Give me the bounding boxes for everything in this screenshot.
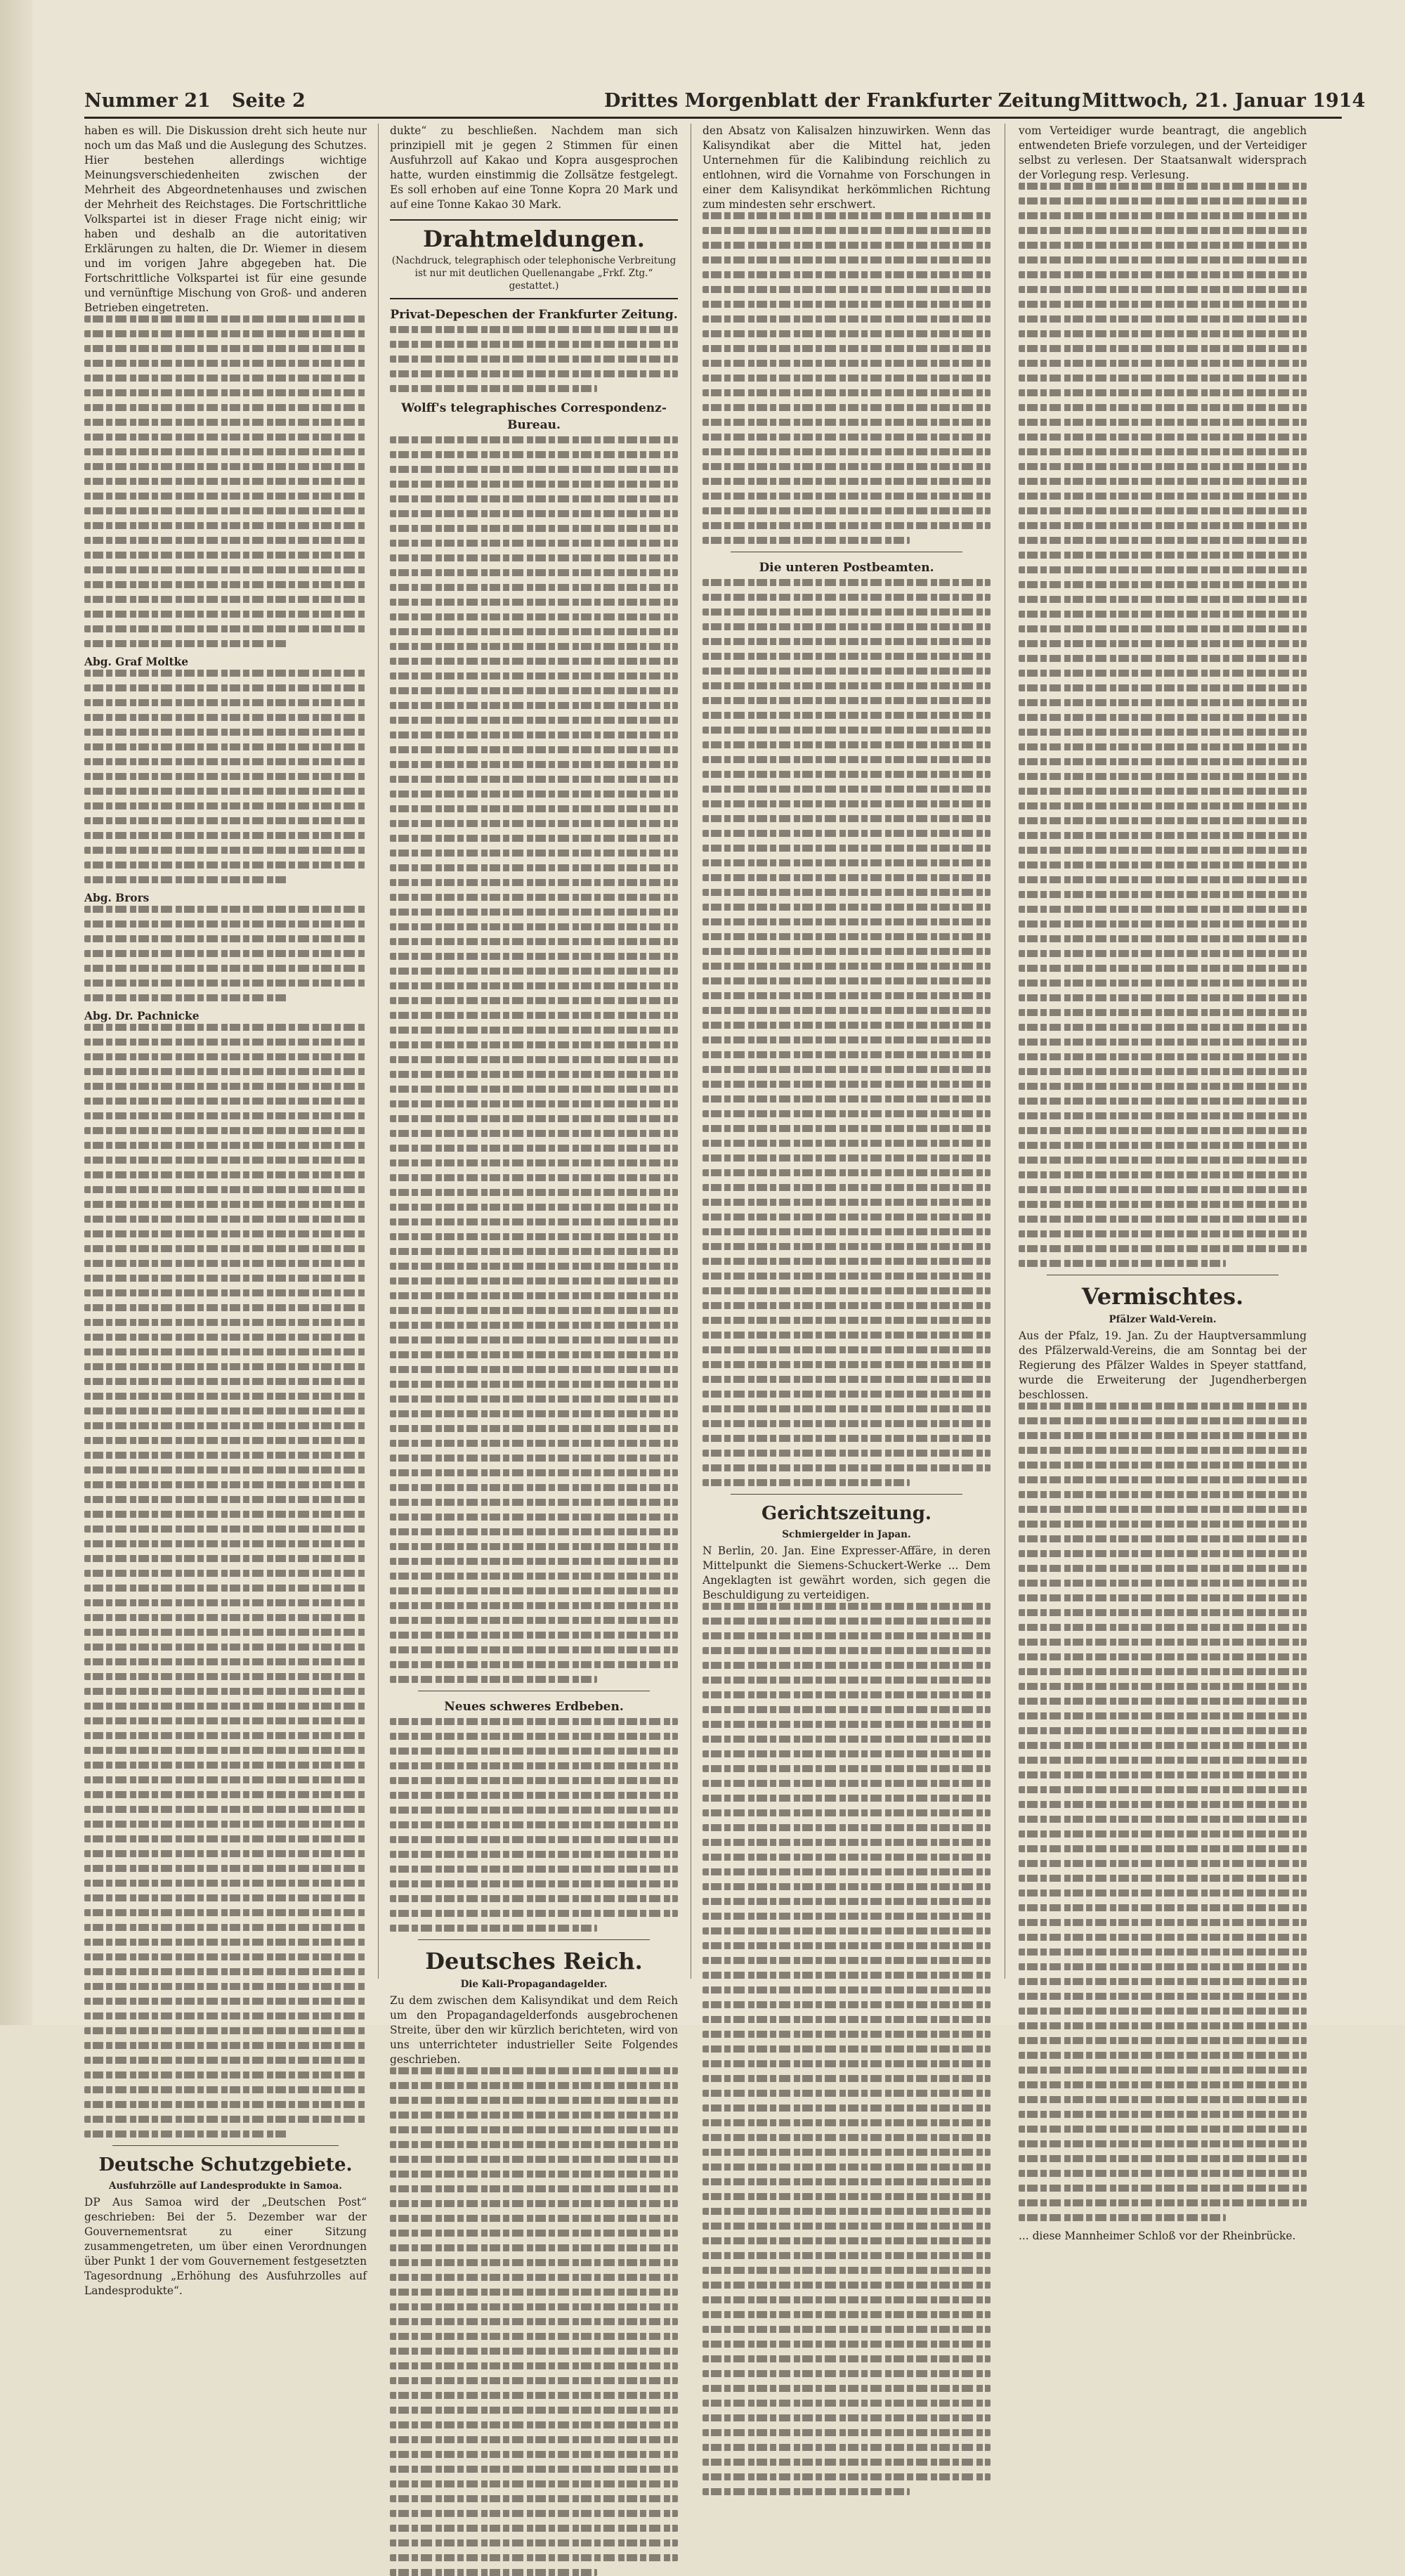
section-heading: Gerichtszeitung. [762,1503,932,1524]
section-rule [418,1939,650,1940]
text-block [390,2067,678,2576]
article-text: vom Verteidiger wurde beantragt, die angeblich entwendeten Briefe vorzulegen, und der Verteidiger selbst zu verlesen. Der Staatsanwalt widersprach der Vorlegung resp. Verlesung. [1019,124,1307,181]
speaker-name: Abg. Dr. Pachnicke [84,1010,200,1022]
title-box [390,219,678,299]
text-block [390,1718,678,1932]
article-text: den Absatz von Kalisalzen hinzuwirken. Wenn das Kalisyndikat aber die Mittel hat, jeden Unternehmen für die Kalibindung reichlich zu entlohnen, wird die Vornahme von Forschungen in einer dem Kalisyndikat herkömmlichen Richtung zum mindesten sehr erschwert. [702,124,991,211]
section-subheading: Die Kali-Propagandagelder. [460,1979,608,1990]
text-block [390,326,678,392]
text-block [1019,183,1307,1267]
speaker-name: Abg. Brors [84,892,150,904]
section-heading: Wolff's telegraphisches Correspondenz-Bureau. [401,401,667,432]
article-text: Aus der Pfalz, 19. Jan. Zu der Hauptversammlung des Pfälzerwald-Vereins, die am Sonntag bei der Regierung des Pfälzer Waldes in Speyer stattfand, wurde die Erweiterung der Jugendherbergen beschlossen. [1019,1329,1307,1401]
section-heading: Drahtmeldungen. [423,226,645,252]
section-heading: Deutsche Schutzgebiete. [98,2154,353,2175]
edition-title: Drittes Morgenblatt der Frankfurter Zeitung [604,90,1081,112]
section-heading: Privat-Depeschen der Frankfurter Zeitung. [390,308,678,322]
page-number: Seite 2 [232,90,306,112]
section-subheading: Schmiergelder in Japan. [782,1529,911,1540]
article-text: N Berlin, 20. Jan. Eine Expresser-Affäre, in deren Mittelpunkt die Siemens-Schuckert-Werke ... Dem Angeklagten ist gewährt worden, sich gegen die Beschuldigung zu verteidigen. [702,1544,991,1601]
section-heading: Neues schweres Erdbeben. [444,1700,624,1714]
article-text: DP Aus Samoa wird der „Deutschen Post“ geschrieben: Bei der 5. Dezember war der Gouvernementsrat zu einer Sitzung zusammengetreten, um über einen Verordnungen über Punkt 1 der vom Gouvernement festgesetzten Tagesordnung „Erhöhung des Ausfuhrzolles auf Landesprodukte“. [84,2196,367,2297]
column-divider [378,124,379,1979]
text-block [84,316,367,647]
column-4 [1019,124,1307,2242]
text-block [390,436,678,1683]
text-block [702,579,991,1486]
section-subheading: Ausfuhrzölle auf Landesprodukte in Samoa. [109,2180,342,2192]
article-text: ... diese Mannheimer Schloß vor der Rheinbrücke. [1019,2230,1296,2242]
section-heading: Deutsches Reich. [425,1948,643,1975]
section-note: (Nachdruck, telegraphisch oder telephonische Verbreitung ist nur mit deutlichen Quellenangabe „Frkf. Ztg.“ gestattet.) [391,255,677,292]
section-heading: Die unteren Postbeamten. [759,561,934,575]
column-2 [390,124,678,2066]
text-block [702,1603,991,2495]
article-text: dukte“ zu beschließen. Nachdem man sich prinzipiell mit je gegen 2 Stimmen für einen Ausfuhrzoll auf Kakao und Kopra ausgesprochen hatte, wurden einstimmig die Zollsätze festgelegt. Es soll erhoben auf eine Tonne Kopra 20 Mark und auf eine Tonne Kakao 30 Mark. [390,124,678,211]
text-block [702,212,991,544]
header-rule [84,117,1342,119]
issue-date: Mittwoch, 21. Januar 1914 [1082,90,1366,112]
text-block [84,1024,367,2138]
text-block [84,906,367,1001]
column-3 [702,124,991,1979]
section-subheading: Pfälzer Wald-Verein. [1109,1314,1217,1325]
text-block [84,670,367,883]
text-block [1019,1403,1307,2221]
page-edge [0,0,32,2025]
article-text: Zu dem zwischen dem Kalisyndikat und dem Reich um den Propagandagelderfonds ausgebrochenen Streite, über den wir kürzlich berichteten, wird von uns unterrichteter industrieller Seite Folgendes geschrieben. [390,1994,678,2066]
issue-number: Nummer 21 [84,90,211,112]
article-text: haben es will. Die Diskussion dreht sich heute nur noch um das Maß und die Auslegung des Schutzes. Hier bestehen allerdings wichtige Meinungsverschiedenheiten zwischen der Mehrheit des Abgeordnetenhauses und zwischen der Mehrheit des Reichstages. Die Fortschrittliche Volkspartei ist in dieser Frage nicht einig; wir haben und deshalb an die autoritativen Erklärungen zu halten, die Dr. Wiemer in diesem und im vorigen Jahre abgegeben hat. Die Fortschrittliche Volkspartei ist für eine gesunde und vernünftige Mischung von Groß- und anderen Betrieben eingetreten. [84,124,367,314]
section-rule [112,2145,339,2146]
section-heading: Vermischtes. [1081,1283,1244,1310]
column-1 [84,124,367,2297]
speaker-name: Abg. Graf Moltke [84,656,189,668]
section-rule [731,1494,962,1495]
running-head [84,90,1366,118]
